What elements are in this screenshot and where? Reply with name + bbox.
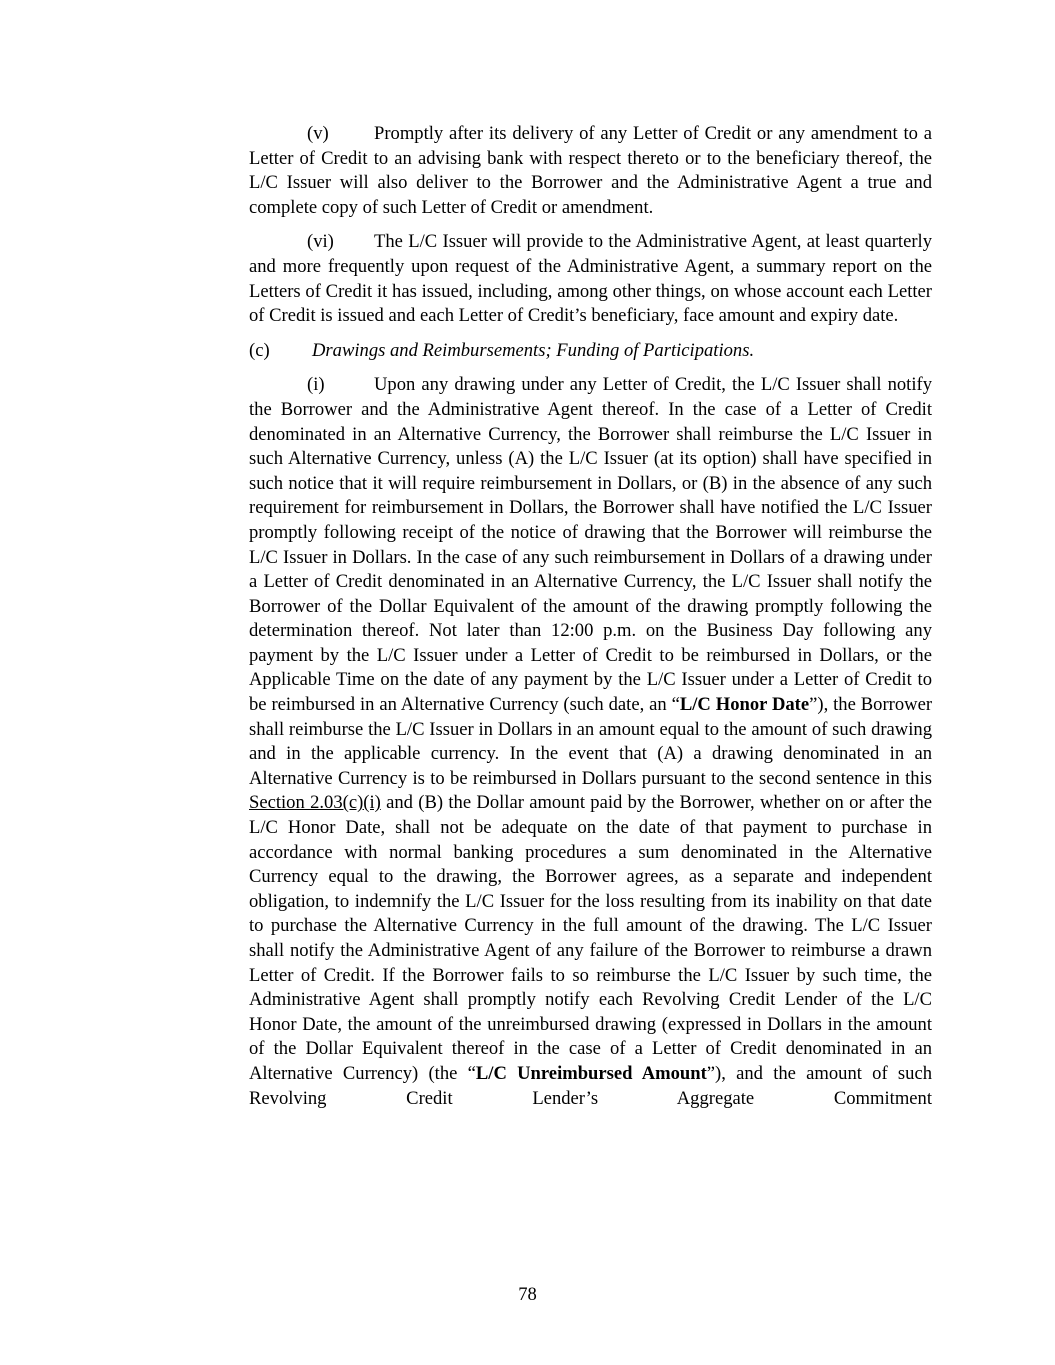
list-label-i: (i): [307, 374, 325, 396]
defined-term-lc-honor-date: L/C Honor Date: [679, 694, 810, 716]
paragraph-i-segment-3: and (B) the Dollar amount paid by the Borrower, whether on or after the L/C Honor Date, shall not be adequate on the date of that payment to purchase in accordance with normal banking procedures a sum denominated in the Alternative Currency equal to the drawing, the Borrower agrees, as a separate and independent obligation, to indemnify the L/C Issuer for the loss resulting from its inability on that date to purchase the Alternative Currency in the full amount of the drawing. The L/C Issuer shall notify the Administrative Agent of any failure of the Borrower to reimburse a drawn Letter of Credit. If the Borrower fails to so reimburse the L/C Issuer by such time, the Administrative Agent shall promptly notify each Revolving Credit Lender of the L/C Honor Date, the amount of the unreimbursed drawing (expressed in Dollars in the amount of the Dollar Equivalent thereof in the case of a Letter of Credit denominated in an Alternative Currency) (the “: [249, 792, 932, 1084]
list-label-vi: (vi): [307, 231, 334, 253]
document-body: [249, 122, 932, 1121]
paragraph-i-segment-1: Upon any drawing under any Letter of Credit, the L/C Issuer shall notify the Borrower and the Administrative Agent thereof. In the case of a Letter of Credit denominated in an Alternative Currency, the Borrower shall reimburse the L/C Issuer in such Alternative Currency, unless (A) the L/C Issuer (at its option) shall have specified in such notice that it will require reimbursement in Dollars, or (B) in the absence of any such requirement for reimbursement in Dollars, the Borrower shall have notified the L/C Issuer promptly following receipt of the notice of drawing that the Borrower will reimburse the L/C Issuer in Dollars. In the case of any such reimbursement in Dollars of a drawing under a Letter of Credit denominated in an Alternative Currency, the L/C Issuer shall notify the Borrower of the Dollar Equivalent of the amount of the drawing promptly following the determination thereof. Not later than 12:00 p.m. on the Business Day following any payment by the L/C Issuer under a Letter of Credit to be reimbursed in Dollars, or the Applicable Time on the date of any payment by the L/C Issuer under a Letter of Credit to be reimbursed in an Alternative Currency (such date, an “: [249, 374, 932, 716]
paragraph-vi-text: The L/C Issuer will provide to the Administrative Agent, at least quarterly and more frequently upon request of the Administrative Agent, a summary report on the Letters of Credit it has issued, including, among other things, on whose account each Letter of Credit is issued and each Letter of Credit’s beneficiary, face amount and expiry date.: [249, 231, 932, 327]
paragraph-vi: [249, 230, 932, 328]
section-reference: Section 2.03(c)(i): [249, 792, 381, 814]
paragraph-i-segment-2: ”), the Borrower shall reimburse the L/C Issuer in Dollars in an amount equal to the amount of such drawing and in the applicable currency. In the event that (A) a drawing denominated in an Alternative Currency is to be reimbursed in Dollars pursuant to the second sentence in this: [249, 694, 933, 789]
paragraph-v: [249, 122, 932, 220]
defined-term-lc-unreimbursed-amount: L/C Unreimbursed Amount: [475, 1062, 707, 1084]
paragraph-v-text: Promptly after its delivery of any Letter of Credit or any amendment to a Letter of Credit to an advising bank with respect thereto or to the beneficiary thereof, the L/C Issuer will also deliver to the Borrower and the Administrative Agent a true and complete copy of such Letter of Credit or amendment.: [249, 123, 932, 218]
paragraph-c-heading: [249, 339, 932, 364]
paragraph-i-segment-4: ”), and the amount of such Revolving Credit Lender’s Aggregate Commitment: [249, 1062, 932, 1109]
page-number: 78: [518, 1284, 537, 1305]
list-label-c: (c): [249, 339, 270, 361]
paragraph-c-title: Drawings and Reimbursements; Funding of Participations.: [312, 339, 755, 361]
list-label-v: (v): [307, 123, 329, 144]
paragraph-c-i: [249, 373, 932, 1111]
